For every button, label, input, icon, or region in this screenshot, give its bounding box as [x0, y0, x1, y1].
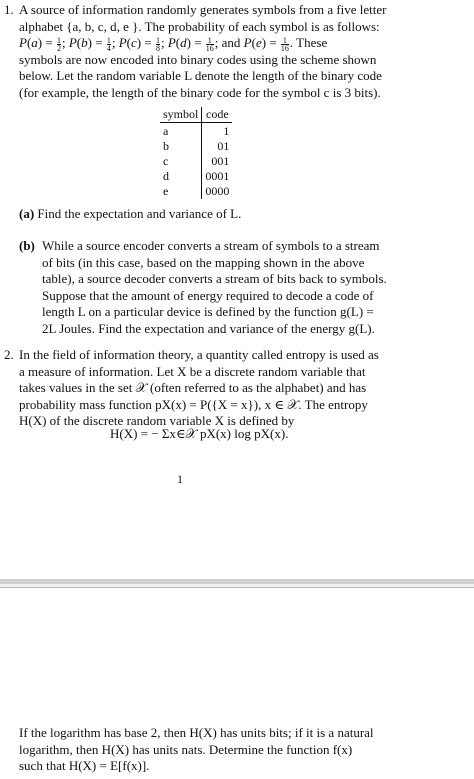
- part-b-line: length L on a particular device is defined by the function g(L) =: [42, 304, 374, 319]
- table-cell-code: 0000: [205, 184, 230, 198]
- part-b-line: 2L Joules. Find the expectation and variance of the energy g(L).: [42, 320, 375, 336]
- q2-line: probability mass function pX(x) = P({X = x}), x ∈ 𝒳. The entropy: [19, 396, 368, 412]
- part-b-label: (b): [19, 238, 35, 253]
- entropy-equation: [110, 426, 288, 442]
- table-row: [160, 123, 232, 140]
- q2-line: In the field of information theory, a quantity called entropy is used as: [19, 347, 379, 362]
- q2-continuation-line: logarithm, then H(X) has units nats. Determine the function f(x): [19, 741, 353, 757]
- part-a-label: (a): [19, 206, 35, 221]
- part-b-line: table), a source decoder converts a stream of bits back to symbols.: [42, 271, 387, 286]
- table-cell-code: 1: [223, 124, 230, 138]
- q1-line-2: alphabet {a, b, c, d, e }. The probability of each symbol is as follows:: [19, 18, 380, 34]
- part-b-line: Suppose that the amount of energy required to decode a code of: [42, 287, 374, 303]
- table-header-symbol: symbol: [160, 107, 202, 123]
- symbol-code-table: [160, 107, 232, 199]
- q2-line: a measure of information. Let X be a discrete random variable that: [19, 363, 366, 379]
- q2-line: takes values in the set 𝒳 (often referred to as the alphabet) and has: [19, 380, 367, 395]
- table-header-code: code: [202, 107, 233, 123]
- table-row: [160, 184, 232, 199]
- question-1-text: [19, 2, 387, 101]
- part-b-line: of bits (in this case, based on the mapping shown in the above: [42, 254, 365, 270]
- table-row: [160, 154, 232, 169]
- q1-line-5: below. Let the random variable L denote the length of the binary code: [19, 68, 382, 84]
- q1-line-6: (for example, the length of the binary code for the symbol c is 3 bits).: [19, 84, 381, 100]
- part-a-text: Find the expectation and variance of L.: [37, 206, 242, 221]
- table-row: [160, 139, 232, 154]
- q1-line-4: symbols are now encoded into binary codes using the scheme shown: [19, 51, 377, 67]
- table-cell-symbol: a: [160, 123, 202, 140]
- part-b-label-wrap: [19, 238, 35, 255]
- part-b-text: [42, 238, 397, 337]
- table-cell-symbol: e: [160, 184, 202, 199]
- q2-line: H(X) of the discrete random variable X is defined by: [19, 413, 295, 428]
- part-a: [19, 206, 241, 223]
- table-row: [160, 169, 232, 184]
- question-2-number: 2.: [4, 347, 14, 362]
- q1-line-1: A source of information randomly generates symbols from a five letter: [19, 2, 387, 17]
- table-cell-code: 0001: [205, 169, 230, 183]
- entropy-equation-text: H(X) = − Σx∈𝒳 pX(x) log pX(x).: [110, 426, 289, 441]
- q1-probabilities-line: P(a) = $\frac{1}{2}$ ; P(b) = $\frac{1}{4}$ ; P(c) = $\frac{1}{8}$ ; P(d) = $\frac{1}{16}$ ; and P(e) = $\frac{1}{16}$ . These: [19, 35, 328, 53]
- question-2-text: [19, 347, 379, 430]
- table-cell-code: 001: [211, 154, 230, 168]
- table-cell-symbol: d: [160, 169, 202, 184]
- part-b-line: While a source encoder converts a stream of symbols to a stream: [42, 238, 380, 253]
- q2-continuation-line: such that H(X) = E[f(x)].: [19, 758, 150, 773]
- table-cell-symbol: b: [160, 139, 202, 154]
- q2-continuation-line: If the logarithm has base 2, then H(X) has units bits; if it is a natural: [19, 725, 374, 740]
- page-break-line: [0, 587, 474, 588]
- page-number: 1: [177, 472, 183, 486]
- question-1-number: 1.: [4, 2, 14, 17]
- table-cell-code: 01: [217, 139, 230, 153]
- table-cell-symbol: c: [160, 154, 202, 169]
- question-2-continuation: [19, 725, 375, 775]
